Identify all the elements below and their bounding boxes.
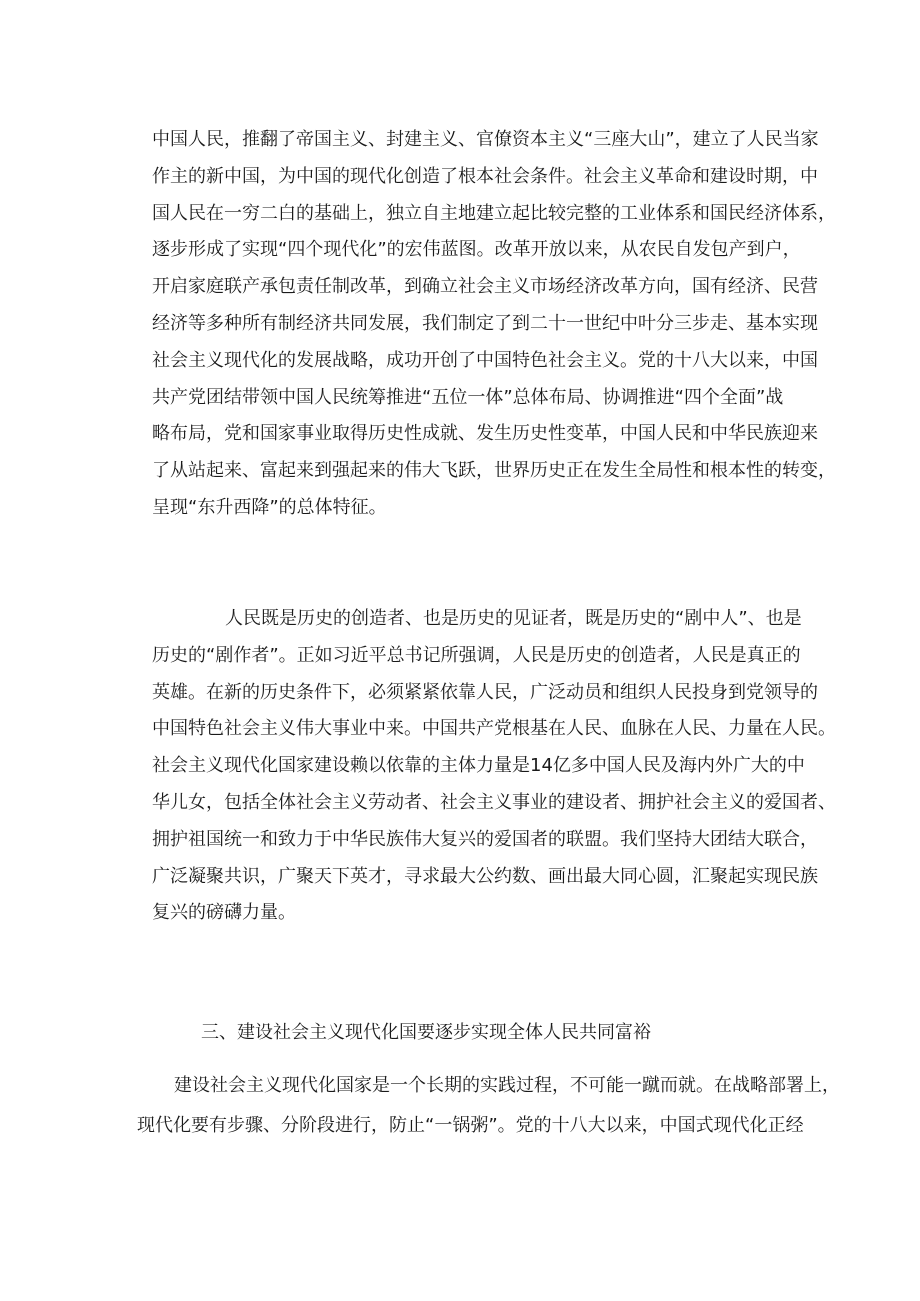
text-line: 作主的新中国，为中国的现代化创造了根本社会条件。社会主义革命和建设时期，中: [152, 165, 818, 187]
paragraph-history: [152, 122, 836, 527]
text-line: 人民既是历史的创造者、也是历史的见证者，既是历史的“剧中人”、也是: [225, 608, 802, 629]
text-line: 经济等多种所有制经济共同发展，我们制定了到二十一世纪中叶分三步走、基本实现: [152, 312, 818, 334]
text-line: 广泛凝聚共识，广聚天下英才，寻求最大公约数、画出最大同心圆，汇聚起实现民族: [152, 865, 818, 887]
text-line: 逐步形成了实现“四个现代化”的宏伟蓝图。改革开放以来，从农民自发包产到户，: [152, 239, 801, 261]
section-heading: 三、建设社会主义现代化国要逐步实现全体人民共同富裕: [201, 1022, 651, 1043]
text-line: 复兴的磅礴力量。: [152, 902, 296, 924]
text-line: 社会主义现代化国家建设赖以依靠的主体力量是14亿多中国人民及海内外广大的中: [152, 755, 805, 777]
text-line: 开启家庭联产承包责任制改革，到确立社会主义市场经济改革方向，国有经济、民营: [152, 276, 818, 298]
text-line: 中国特色社会主义伟大事业中来。中国共产党根基在人民、血脉在人民、力量在人民。: [152, 718, 836, 740]
text-line: 中国人民，推翻了帝国主义、封建主义、官僚资本主义“三座大山”，建立了人民当家: [152, 129, 819, 150]
text-line: 国人民在一穷二白的基础上，独立自主地建立起比较完整的工业体系和国民经济体系，: [152, 202, 836, 224]
paragraph-strategy: [137, 1066, 840, 1146]
text-line: 社会主义现代化的发展战略，成功开创了中国特色社会主义。党的十八大以来，中国: [152, 349, 818, 371]
text-line: 建设社会主义现代化国家是一个长期的实践过程，不可能一蹴而就。在战略部署上，: [174, 1075, 840, 1096]
text-line: 华儿女，包括全体社会主义劳动者、社会主义事业的建设者、拥护社会主义的爱国者、: [152, 791, 836, 813]
text-line: 现代化要有步骤、分阶段进行，防止“一锅粥”。党的十八大以来，中国式现代化正经: [137, 1115, 804, 1136]
text-line: 了从站起来、富起来到强起来的伟大飞跃，世界历史正在发生全局性和根本性的转变，: [152, 460, 836, 482]
paragraph-people: [152, 601, 836, 932]
text-line: 拥护祖国统一和致力于中华民族伟大复兴的爱国者的联盟。我们坚持大团结大联合，: [152, 828, 818, 850]
text-line: 呈现“东升西降”的总体特征。: [152, 496, 387, 518]
text-line: 共产党团结带领中国人民统筹推进“五位一体”总体布局、协调推进“四个全面”战: [152, 386, 784, 408]
text-line: 略布局，党和国家事业取得历史性成就、发生历史性变革，中国人民和中华民族迎来: [152, 423, 818, 445]
text-line: 英雄。在新的历史条件下，必须紧紧依靠人民，广泛动员和组织人民投身到党领导的: [152, 681, 818, 703]
text-line: 历史的“剧作者”。正如习近平总书记所强调，人民是历史的创造者，人民是真正的: [152, 644, 801, 666]
